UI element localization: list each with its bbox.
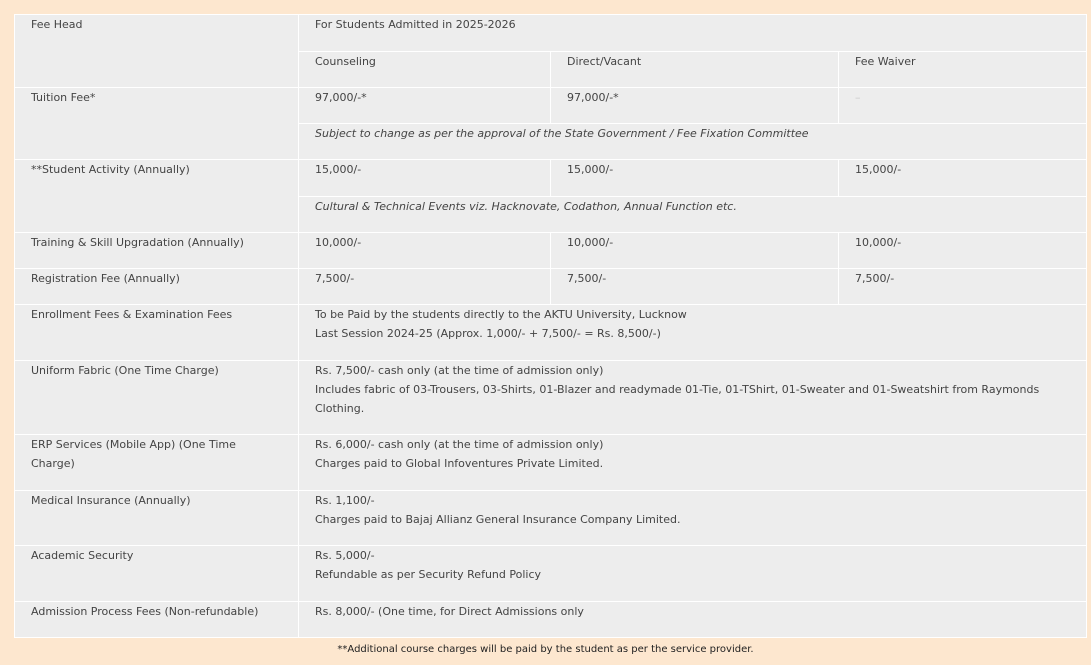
table-cell [551, 269, 839, 305]
table-row [15, 15, 1087, 52]
registration-direct: 7,500/- [567, 272, 607, 285]
row-label [15, 435, 299, 491]
table-row [15, 160, 1087, 197]
table-row [15, 88, 1087, 124]
table-cell [299, 197, 1087, 233]
training-label: Training & Skill Upgradation (Annually) [31, 236, 244, 249]
enrollment-line1: To be Paid by the students directly to the AKTU University, Lucknow [315, 308, 687, 321]
erp-label: ERP Services (Mobile App) (One Time Charge) [31, 438, 236, 470]
admission-line1: Rs. 8,000/- (One time, for Direct Admissions only [315, 605, 584, 618]
table-cell [299, 546, 1087, 602]
fee-head-label: Fee Head [31, 18, 83, 31]
row-label [15, 361, 299, 435]
table-row [15, 491, 1087, 546]
table-row [15, 233, 1087, 269]
row-label [15, 602, 299, 638]
table-cell [299, 361, 1087, 435]
table-row [15, 546, 1087, 602]
training-counseling: 10,000/- [315, 236, 362, 249]
medical-line1: Rs. 1,100/- [315, 494, 375, 507]
table-cell [299, 88, 551, 124]
uniform-line2: Includes fabric of 03-Trousers, 03-Shirts, 01-Blazer and readymade 01-Tie, 01-TShirt, 01-Sweater and 01-Sweatshirt from Raymonds Clothing. [315, 383, 1040, 415]
fee-structure [14, 14, 1086, 638]
table-cell [839, 160, 1087, 197]
table-cell [299, 491, 1087, 546]
table-cell [551, 233, 839, 269]
student-activity-direct: 15,000/- [567, 163, 614, 176]
admission-year-header [299, 15, 1087, 52]
row-label [15, 88, 299, 160]
uniform-line1: Rs. 7,500/- cash only (at the time of admission only) [315, 364, 604, 377]
table-cell [299, 160, 551, 197]
tuition-counseling: 97,000/-* [315, 91, 367, 104]
tuition-label: Tuition Fee* [31, 91, 96, 104]
tuition-note: Subject to change as per the approval of the State Government / Fee Fixation Committee [315, 127, 809, 140]
student-activity-waiver: 15,000/- [855, 163, 902, 176]
col-label: Counseling [315, 55, 376, 68]
col-header-counseling [299, 52, 551, 88]
table-row [15, 269, 1087, 305]
table-cell [551, 160, 839, 197]
fee-head-header [15, 15, 299, 88]
table-cell [299, 269, 551, 305]
table-cell [299, 233, 551, 269]
admission-year-label: For Students Admitted in 2025-2026 [315, 18, 516, 31]
col-header-waiver [839, 52, 1087, 88]
table-cell [299, 124, 1087, 160]
row-label [15, 233, 299, 269]
registration-waiver: 7,500/- [855, 272, 895, 285]
tuition-direct: 97,000/-* [567, 91, 619, 104]
training-direct: 10,000/- [567, 236, 614, 249]
table-cell [551, 88, 839, 124]
security-line2: Refundable as per Security Refund Policy [315, 568, 542, 581]
table-cell [299, 602, 1087, 638]
col-label: Direct/Vacant [567, 55, 642, 68]
registration-counseling: 7,500/- [315, 272, 355, 285]
medical-label: Medical Insurance (Annually) [31, 494, 191, 507]
table-row [15, 361, 1087, 435]
table-row [15, 435, 1087, 491]
col-label: Fee Waiver [855, 55, 916, 68]
fee-table [14, 14, 1087, 638]
tuition-waiver: – [855, 91, 861, 104]
erp-line1: Rs. 6,000/- cash only (at the time of admission only) [315, 438, 604, 451]
table-cell [299, 305, 1087, 361]
enrollment-label: Enrollment Fees & Examination Fees [31, 308, 233, 321]
student-activity-counseling: 15,000/- [315, 163, 362, 176]
table-cell [839, 269, 1087, 305]
enrollment-line2: Last Session 2024-25 (Approx. 1,000/- + 7,500/- = Rs. 8,500/-) [315, 327, 661, 340]
medical-line2: Charges paid to Bajaj Allianz General Insurance Company Limited. [315, 513, 681, 526]
security-line1: Rs. 5,000/- [315, 549, 375, 562]
erp-line2: Charges paid to Global Infoventures Private Limited. [315, 457, 604, 470]
row-label [15, 269, 299, 305]
row-label [15, 160, 299, 233]
training-waiver: 10,000/- [855, 236, 902, 249]
student-activity-note: Cultural & Technical Events viz. Hacknovate, Codathon, Annual Function etc. [315, 200, 737, 213]
registration-label: Registration Fee (Annually) [31, 272, 180, 285]
col-header-direct [551, 52, 839, 88]
table-row [15, 602, 1087, 638]
table-cell [839, 88, 1087, 124]
student-activity-label: **Student Activity (Annually) [31, 163, 190, 176]
table-row [15, 305, 1087, 361]
row-label [15, 546, 299, 602]
row-label [15, 305, 299, 361]
table-cell [839, 233, 1087, 269]
uniform-label: Uniform Fabric (One Time Charge) [31, 364, 219, 377]
security-label: Academic Security [31, 549, 134, 562]
admission-label: Admission Process Fees (Non-refundable) [31, 605, 259, 618]
row-label [15, 491, 299, 546]
footnote: **Additional course charges will be paid by the student as per the service provider. [337, 644, 754, 655]
table-cell [299, 435, 1087, 491]
